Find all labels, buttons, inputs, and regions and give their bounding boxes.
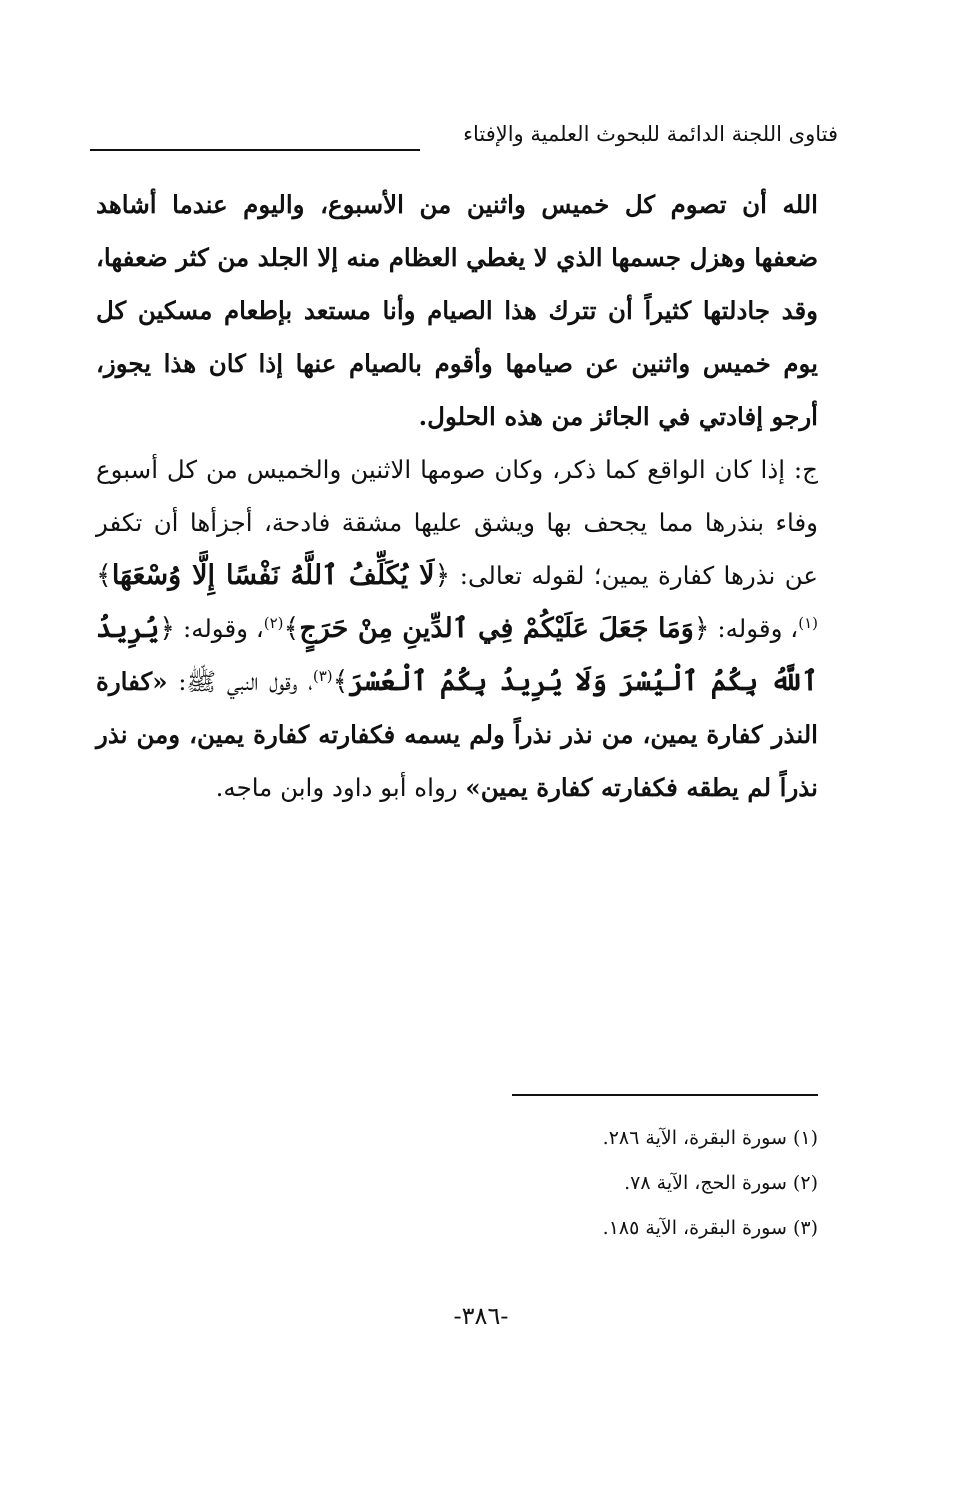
footnote-ref-3: (٣) (312, 666, 333, 685)
verse-1-text: لَا يُكَلِّفُ ٱللَّهُ نَفْسًا إِلَّا وُسْعَهَا (111, 560, 435, 591)
footnote-2: (٢) سورة الحج، الآية ٧٨. (624, 1172, 818, 1194)
verse-bracket-close: ﴾ (332, 666, 349, 697)
hadith-source: رواه أبو داود وابن ماجه. (215, 773, 466, 802)
question-paragraph: الله أن تصوم كل خميس واثنين من الأسبوع، واليوم عندما أشاهد ضعفها وهزل جسمها الذي لا يغطي العظام منه إلا الجلد من كثر ضعفها، وقد جادلتها كثيراً أن تترك هذا الصيام وأنا مستعد بإطعام مسكين كل يوم خميس واثنين عن صيامها وأقوم بالصيام عنها إذا كان هذا يجوز، أرجو إفادتي في الجائز من هذه الحلول. (96, 190, 818, 431)
header-title: فتاوى اللجنة الدائمة للبحوث العلمية والإفتاء (463, 122, 838, 146)
conjunction-2: ، وقوله: (182, 614, 264, 643)
verse-bracket-open: ﴿ (693, 613, 710, 644)
header-rule (90, 149, 420, 151)
quran-verse-1 (96, 560, 450, 591)
footnote-ref-1: (١) (798, 613, 818, 632)
footnote-1: (١) سورة البقرة، الآية ٢٨٦. (602, 1127, 818, 1149)
verse-bracket-close: ﴾ (283, 613, 300, 644)
main-text (96, 178, 818, 814)
answer-paragraph (96, 443, 818, 814)
footnote-separator (512, 1094, 818, 1096)
page-number: -٣٨٦- (453, 1302, 509, 1330)
hadith-quote: «كفارة النذر كفارة يمين، من نذر نذراً ولم يسمه فكفارته كفارة يمين، ومن نذر نذراً لم يطقه فكفارته كفارة يمين» (96, 667, 818, 802)
footnotes (440, 1116, 818, 1251)
verse-bracket-open: ﴿ (434, 560, 451, 591)
quran-verse-2 (284, 613, 710, 644)
answer-intro: ج: إذا كان الواقع كما ذكر، وكان صومها الاثنين والخميس من كل أسبوع وفاء بنذرها مما يجحف بها ويشق عليها مشقة فادحة، أجزأها أن تكفر عن نذرها كفارة يمين؛ لقوله تعالى: (96, 455, 818, 590)
verse-3-text: يُرِيدُ ٱللَّهُ بِكُمُ ٱلْيُسْرَ وَلَا يُرِيدُ بِكُمُ ٱلْعُسْرَ (96, 613, 818, 697)
verse-2-text: وَمَا جَعَلَ عَلَيْكُمْ فِي ٱلدِّينِ مِنْ حَرَجٍ (299, 613, 694, 644)
verse-bracket-open: ﴿ (159, 613, 176, 644)
footnote-ref-2: (٢) (263, 613, 284, 632)
conjunction-3: ، وقول النبي ﷺ: (178, 667, 313, 696)
running-header (90, 118, 838, 158)
footnote-3: (٣) سورة البقرة، الآية ١٨٥. (602, 1217, 818, 1239)
conjunction-1: ، وقوله: (717, 614, 799, 643)
verse-bracket-close: ﴾ (96, 560, 112, 591)
